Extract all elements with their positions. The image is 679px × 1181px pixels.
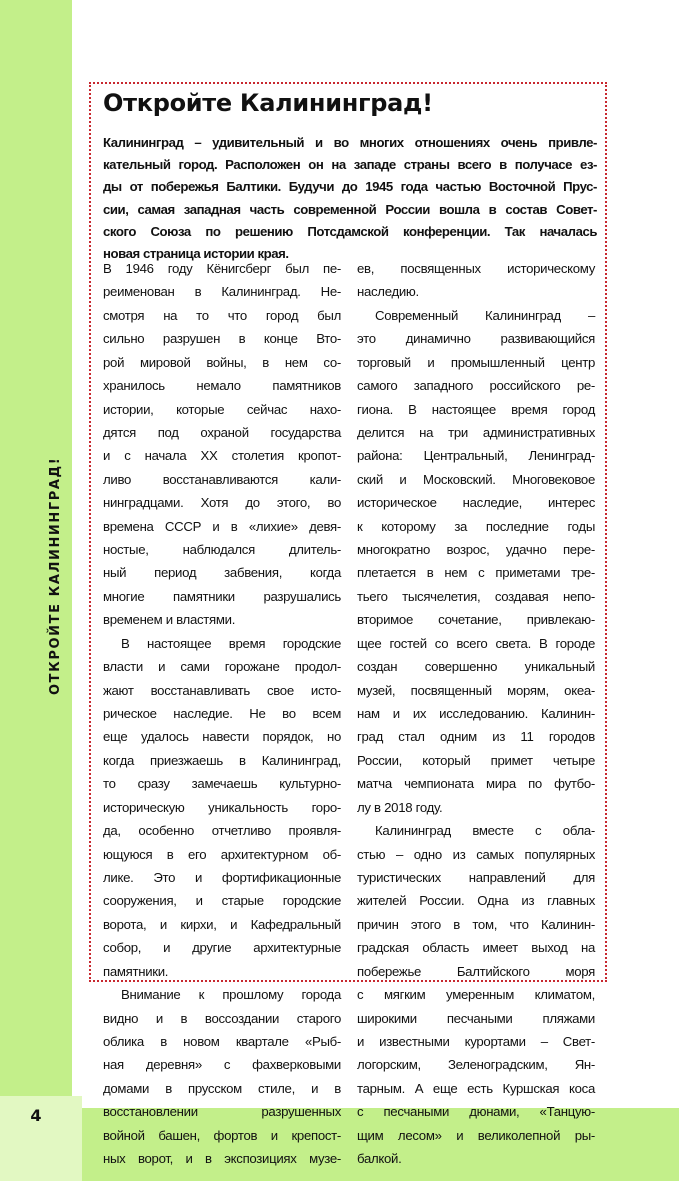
text-line: с песчаными дюнами, «Танцую- bbox=[357, 1104, 595, 1120]
text-line: то сразу замечаешь культурно- bbox=[103, 776, 341, 792]
text-line: сооружения, и старые городские bbox=[103, 893, 341, 909]
right-column bbox=[357, 257, 595, 1170]
text-line: и известными курортами – Свет- bbox=[357, 1033, 595, 1049]
text-line: тьего тысячелетия, создавая непо- bbox=[357, 588, 595, 604]
text-line: с мягким умеренным климатом, bbox=[357, 987, 595, 1003]
text-line: град стал одним из 11 городов bbox=[357, 729, 595, 745]
text-line: щее гостей со всего света. В городе bbox=[357, 635, 595, 651]
text-line: вторимое сочетание, привлекаю- bbox=[357, 612, 595, 628]
text-line: многие памятники разрушались bbox=[103, 588, 341, 604]
text-line: это динамично развивающийся bbox=[357, 331, 595, 347]
text-line: еще удалось навести порядок, но bbox=[103, 729, 341, 745]
text-line: ский и Московский. Многовековое bbox=[357, 471, 595, 487]
text-line: плетается в нем с приметами тре- bbox=[357, 565, 595, 581]
text-line: стью – одно из самых популярных bbox=[357, 846, 595, 862]
text-line: Калининград вместе с обла- bbox=[375, 823, 595, 839]
text-line: сильно разрушен в конце Вто- bbox=[103, 331, 341, 347]
text-line: историческую уникальность горо- bbox=[103, 799, 341, 815]
text-line: облика в новом квартале «Рыб- bbox=[103, 1033, 341, 1049]
sidebar-title: ОТКРОЙТЕ КАЛИНИНГРАД! bbox=[48, 456, 63, 695]
lead-line: сии, самая западная часть современной России вошла в состав Совет- bbox=[103, 201, 597, 217]
left-column bbox=[103, 257, 341, 1170]
text-line: собор, и другие архитектурные bbox=[103, 940, 341, 956]
text-line: матча чемпионата мира по футбо- bbox=[357, 776, 595, 792]
text-line: да, особенно отчетливо проявля- bbox=[103, 823, 341, 839]
lead-line: Калининград – удивительный и во многих отношениях очень привле- bbox=[103, 135, 597, 150]
text-line: рой мировой войны, в нем со- bbox=[103, 354, 341, 370]
text-line: историческое наследие, интерес bbox=[357, 495, 595, 511]
text-line: временем и властями. bbox=[103, 612, 236, 628]
text-line: дятся под охраной государства bbox=[103, 424, 341, 440]
text-line: наследию. bbox=[357, 284, 419, 300]
text-line: реименован в Калининград. Не- bbox=[103, 284, 341, 300]
text-line: ный период забвения, когда bbox=[103, 565, 341, 581]
text-line: градская область имеет выход на bbox=[357, 940, 595, 956]
text-line: ливо восстанавливаются кали- bbox=[103, 471, 341, 487]
text-line: туристических направлений для bbox=[357, 869, 595, 885]
text-line: нам и их исследованию. Калинин- bbox=[357, 706, 595, 722]
text-line: жителей России. Одна из главных bbox=[357, 893, 595, 909]
text-line: делится на три административных bbox=[357, 424, 595, 440]
text-line: Внимание к прошлому города bbox=[121, 987, 341, 1003]
text-line: ворота, и кирхи, и Кафедральный bbox=[103, 916, 341, 932]
text-line: района: Центральный, Ленинград- bbox=[357, 448, 595, 464]
text-line: власти и сами горожане продол- bbox=[103, 659, 341, 675]
text-line: когда приезжаешь в Калининград, bbox=[103, 752, 341, 768]
text-line: ная деревня» с фахверковыми bbox=[103, 1057, 341, 1073]
text-line: тарным. А еще есть Куршская коса bbox=[357, 1080, 595, 1096]
article-title: Откройте Калининград! bbox=[103, 89, 433, 117]
text-line: многократно возрос, удачно пере- bbox=[357, 542, 595, 558]
text-line: Современный Калининград – bbox=[375, 307, 595, 323]
text-line: ностые, наблюдался длитель- bbox=[103, 542, 341, 558]
text-line: причин этого в том, что Калинин- bbox=[357, 916, 595, 932]
text-line: восстановлении разрушенных bbox=[103, 1104, 341, 1120]
text-line: ных ворот, и в экспозициях музе- bbox=[103, 1151, 341, 1167]
text-line: щим лесом» и великолепной ры- bbox=[357, 1127, 595, 1143]
text-line: В настоящее время городские bbox=[121, 635, 341, 651]
text-line: к которому за последние годы bbox=[357, 518, 595, 534]
text-line: логорским, Зеленоградским, Ян- bbox=[357, 1057, 595, 1073]
text-line: широкими песчаными пляжами bbox=[357, 1010, 595, 1026]
text-line: балкой. bbox=[357, 1151, 402, 1167]
lead-line: новая страница истории края. bbox=[103, 246, 289, 262]
text-line: рическое наследие. Не во всем bbox=[103, 706, 341, 722]
text-line: смотря на то что город был bbox=[103, 307, 341, 323]
text-line: создан совершенно уникальный bbox=[357, 659, 595, 675]
text-line: жают восстанавливать свое исто- bbox=[103, 682, 341, 698]
text-line: хранилось немало памятников bbox=[103, 378, 341, 394]
text-line: музей, посвященный морям, океа- bbox=[357, 682, 595, 698]
lead-line: ского Союза по решению Потсдамской конференции. Так началась bbox=[103, 223, 597, 239]
text-line: памятники. bbox=[103, 963, 169, 979]
text-line: времена СССР и в «лихие» девя- bbox=[103, 518, 341, 534]
lead-line: кательный город. Расположен он на западе страны всего в получасе ез- bbox=[103, 157, 597, 173]
article-lead bbox=[103, 132, 597, 265]
text-line: лике. Это и фортификационные bbox=[103, 869, 341, 885]
text-line: и с начала XX столетия кропот- bbox=[103, 448, 341, 464]
page-number: 4 bbox=[30, 1106, 42, 1125]
text-line: войной башен, фортов и крепост- bbox=[103, 1127, 341, 1143]
text-line: побережье Балтийского моря bbox=[357, 963, 595, 979]
text-line: гиона. В настоящее время город bbox=[357, 401, 595, 417]
lead-line: ды от побережья Балтики. Будучи до 1945 года частью Восточной Прус- bbox=[103, 179, 597, 195]
text-line: самого западного российского ре- bbox=[357, 378, 595, 394]
text-line: ев, посвященных историческому bbox=[357, 261, 595, 276]
text-line: торговый и промышленный центр bbox=[357, 354, 595, 370]
text-line: В 1946 году Кёнигсберг был пе- bbox=[103, 261, 341, 276]
text-line: ющуюся в его архитектурном об- bbox=[103, 846, 341, 862]
text-line: домами в прусском стиле, и в bbox=[103, 1080, 341, 1096]
text-line: России, который примет четыре bbox=[357, 752, 595, 768]
text-line: истории, которые сейчас нахо- bbox=[103, 401, 341, 417]
text-line: нинградцами. Хотя до этого, во bbox=[103, 495, 341, 511]
text-line: видно и в воссоздании старого bbox=[103, 1010, 341, 1026]
text-line: лу в 2018 году. bbox=[357, 799, 443, 815]
